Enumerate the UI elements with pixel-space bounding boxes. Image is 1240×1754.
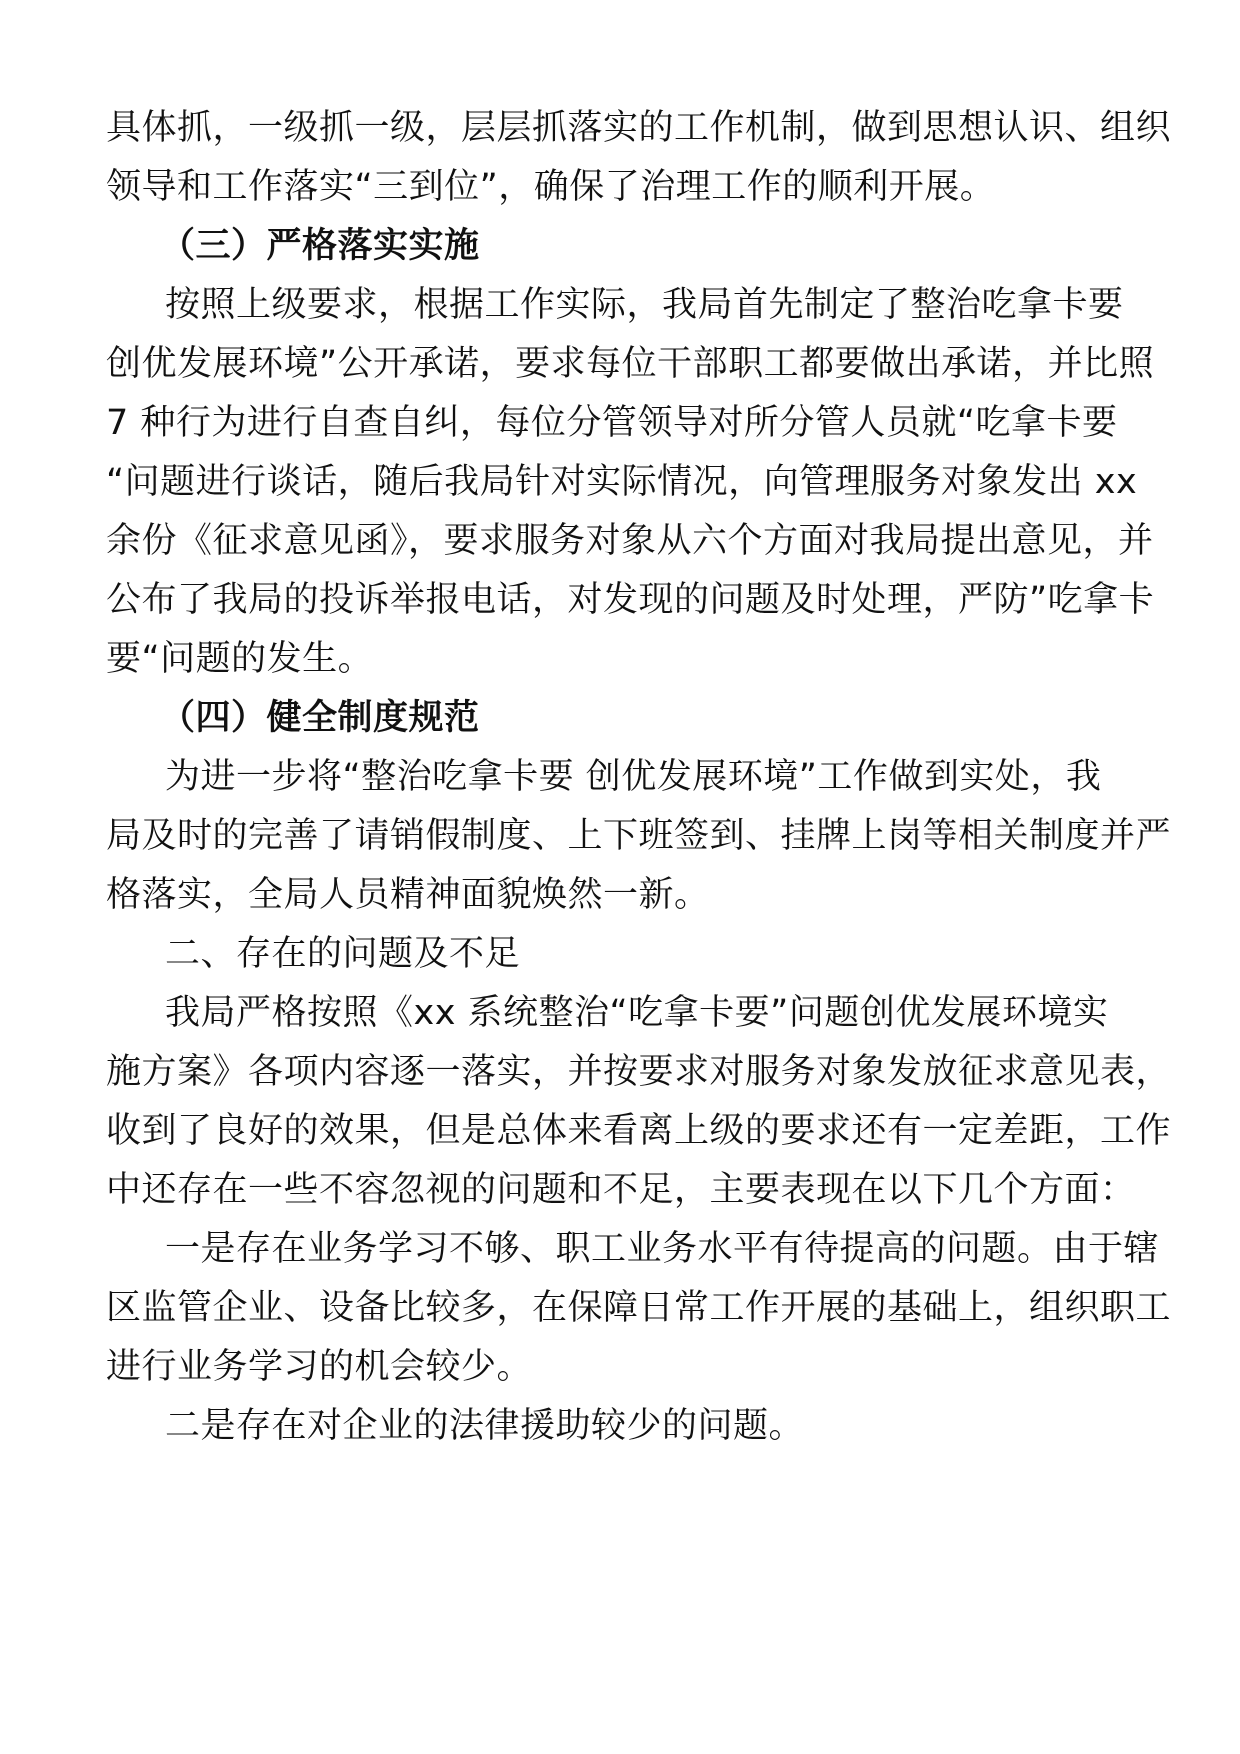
- text-line: 按照上级要求，根据工作实际，我局首先制定了整治吃拿卡要: [165, 285, 1124, 325]
- text-line: 收到了良好的效果，但是总体来看离上级的要求还有一定差距，工作: [106, 1111, 1172, 1151]
- text-line: 中还存在一些不容忽视的问题和不足，主要表现在以下几个方面：: [106, 1170, 1136, 1210]
- text-line: 公布了我局的投诉举报电话，对发现的问题及时处理，严防”吃拿卡: [106, 580, 1155, 620]
- text-line: 二是存在对企业的法律援助较少的问题。: [165, 1406, 805, 1446]
- text-line: 格落实，全局人员精神面貌焕然一新。: [106, 875, 710, 915]
- section-title-2: 二、存在的问题及不足: [165, 934, 521, 974]
- text-line: 7 种行为进行自查自纠，每位分管领导对所分管人员就“吃拿卡要: [106, 403, 1118, 443]
- text-line: 要“问题的发生。: [106, 639, 374, 679]
- text-line: 进行业务学习的机会较少。: [106, 1347, 533, 1387]
- text-line: 我局严格按照《xx 系统整治“吃拿卡要”问题创优发展环境实: [165, 993, 1109, 1033]
- text-line: 领导和工作落实“三到位”，确保了治理工作的顺利开展。: [106, 167, 996, 207]
- text-line: 余份《征求意见函》，要求服务对象从六个方面对我局提出意见，并: [106, 521, 1154, 561]
- section-heading-3: （三）严格落实实施: [160, 226, 480, 266]
- text-line: 施方案》各项内容逐一落实，并按要求对服务对象发放征求意见表，: [106, 1052, 1172, 1092]
- text-line: 区监管企业、设备比较多，在保障日常工作开展的基础上，组织职工: [106, 1288, 1172, 1328]
- text-line: “问题进行谈话，随后我局针对实际情况，向管理服务对象发出 xx: [106, 462, 1138, 502]
- text-line: 局及时的完善了请销假制度、上下班签到、挂牌上岗等相关制度并严: [106, 816, 1172, 856]
- text-line: 具体抓，一级抓一级，层层抓落实的工作机制，做到思想认识、组织: [106, 108, 1172, 148]
- section-heading-4: （四）健全制度规范: [160, 698, 480, 738]
- text-line: 为进一步将“整治吃拿卡要 创优发展环境”工作做到实处，我: [165, 757, 1102, 797]
- text-line: 一是存在业务学习不够、职工业务水平有待提高的问题。由于辖: [165, 1229, 1160, 1269]
- text-line: 创优发展环境”公开承诺，要求每位干部职工都要做出承诺，并比照: [106, 344, 1155, 384]
